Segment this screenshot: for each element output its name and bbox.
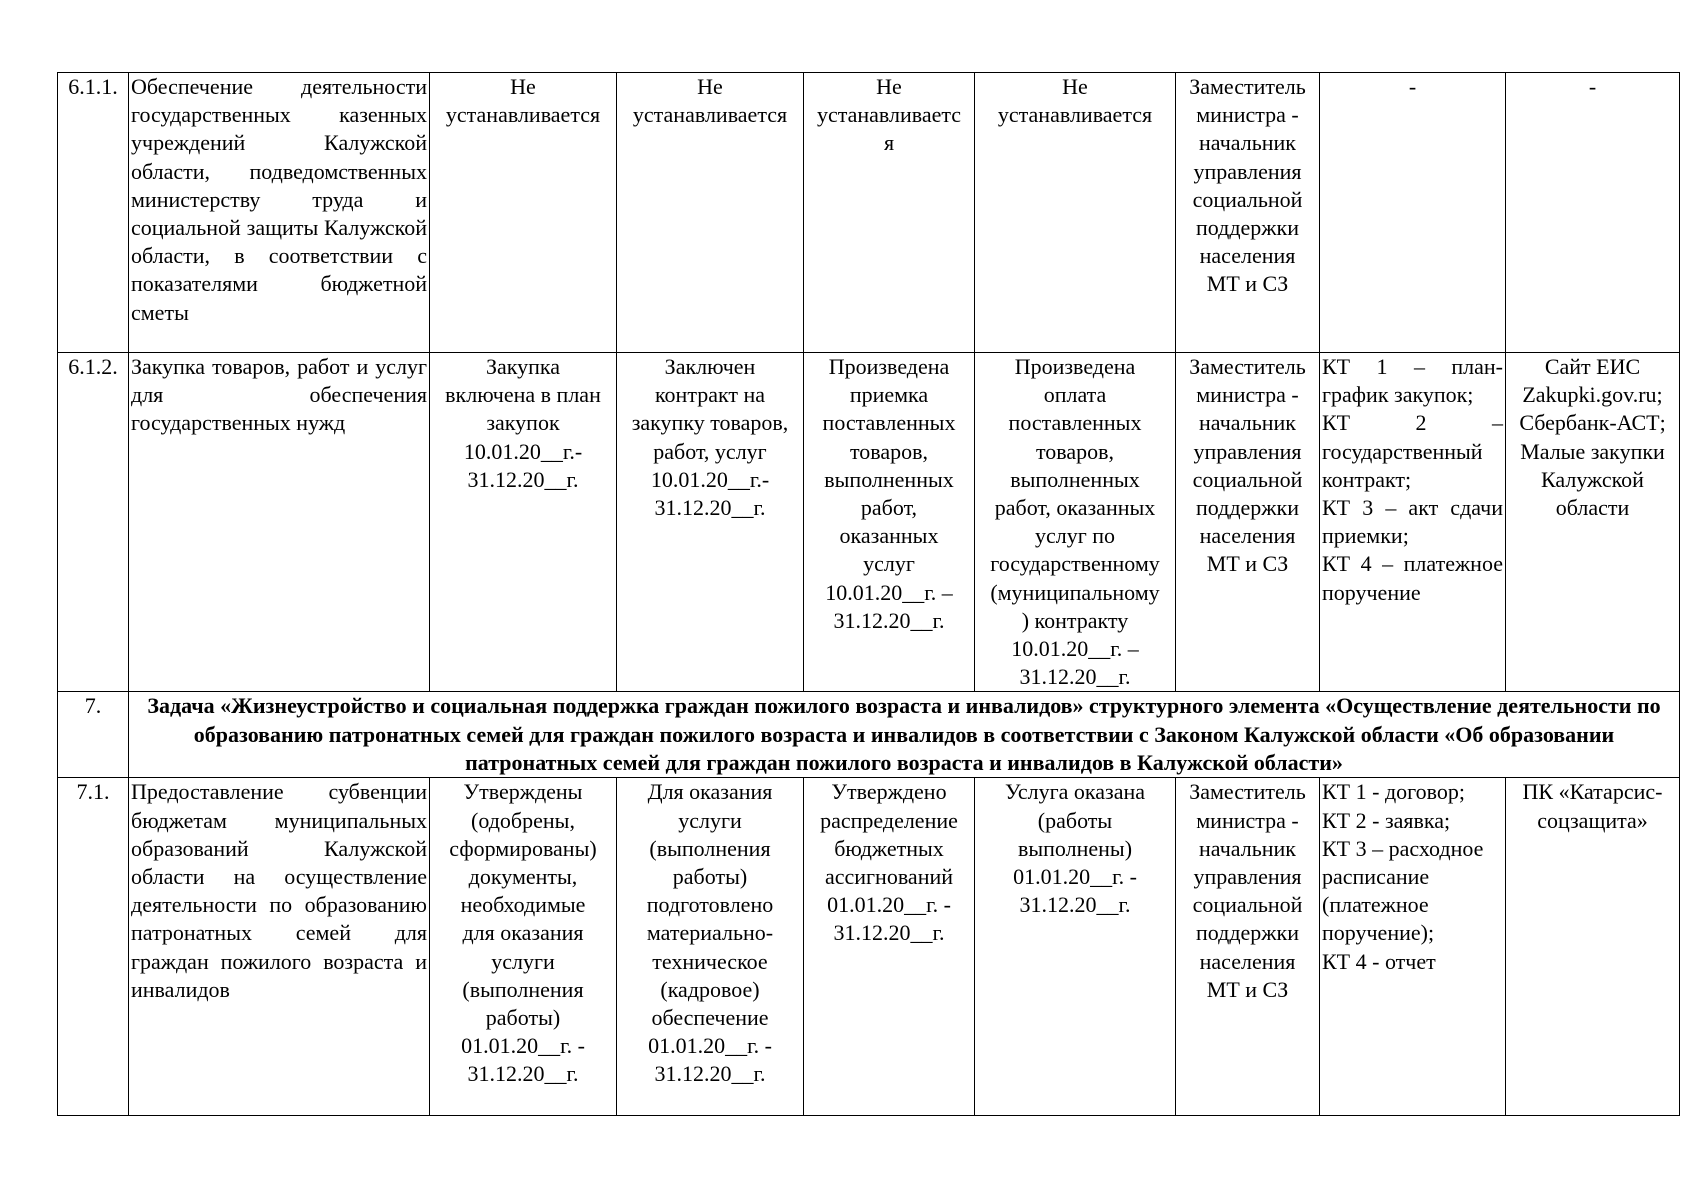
task-title: Задача «Жизнеустройство и социальная поддержка граждан пожилого возраста и инвалидов» структурного элемента «Осуществление деятельности по образованию патронатных семей для граждан пожилого возраста и инвалидов в соответствии с Законом Калужской области «Об образовании патронатных семей для граждан пожилого возраста и инвалидов в Калужской области» <box>129 692 1680 778</box>
document-line: КТ 2 – государственный контракт; <box>1322 410 1503 492</box>
control-point-4: Услуга оказана (работы выполнены) 01.01.20__г. - 31.12.20__г. <box>975 778 1176 1116</box>
table-row <box>58 778 1680 1116</box>
information-system: Сайт ЕИС Zakupki.gov.ru; Сбербанк-АСТ; Малые закупки Калужской области <box>1506 353 1680 692</box>
control-point-4: Не устанавливается <box>975 73 1176 353</box>
control-point-1: Не устанавливается <box>430 73 617 353</box>
control-point-2: Заключен контракт на закупку товаров, работ, услуг 10.01.20__г.- 31.12.20__г. <box>617 353 804 692</box>
responsible-person: Заместитель министра - начальник управления социальной поддержки населения МТ и СЗ <box>1176 353 1320 692</box>
row-number: 7.1. <box>58 778 129 1116</box>
event-name: Закупка товаров, работ и услуг для обеспечения государственных нужд <box>129 353 430 692</box>
information-system: ПК «Катарсис- соцзащита» <box>1506 778 1680 1116</box>
document-line: КТ 4 – платежное поручение <box>1322 551 1503 605</box>
event-name: Обеспечение деятельности государственных казенных учреждений Калужской области, подведомственных министерству труда и социальной защиты Калужской области, в соответствии с показателями бюджетной сметы <box>129 73 430 353</box>
information-system: - <box>1506 73 1680 353</box>
control-point-3: Не устанавливаетс я <box>804 73 975 353</box>
control-point-1: Утверждены (одобрены, сформированы) документы, необходимые для оказания услуги (выполнения работы) 01.01.20__г. - 31.12.20__г. <box>430 778 617 1116</box>
confirming-documents <box>1320 353 1506 692</box>
row-number: 6.1.1. <box>58 73 129 353</box>
table-row <box>58 73 1680 353</box>
control-point-4: Произведена оплата поставленных товаров, выполненных работ, оказанных услуг по государственному (муниципальному ) контракту 10.01.20__г. – 31.12.20__г. <box>975 353 1176 692</box>
control-points-table <box>57 72 1680 1116</box>
document-line: КТ 1 – план-график закупок; <box>1322 354 1503 408</box>
control-point-2: Не устанавливается <box>617 73 804 353</box>
responsible-person: Заместитель министра - начальник управления социальной поддержки населения МТ и СЗ <box>1176 778 1320 1116</box>
responsible-person: Заместитель министра - начальник управления социальной поддержки населения МТ и СЗ <box>1176 73 1320 353</box>
event-name: Предоставление субвенции бюджетам муниципальных образований Калужской области на осуществление деятельности по образованию патронатных семей для граждан пожилого возраста и инвалидов <box>129 778 430 1116</box>
control-point-1: Закупка включена в план закупок 10.01.20__г.- 31.12.20__г. <box>430 353 617 692</box>
row-number: 6.1.2. <box>58 353 129 692</box>
control-point-2: Для оказания услуги (выполнения работы) подготовлено материально- техническое (кадровое) обеспечение 01.01.20__г. - 31.12.20__г. <box>617 778 804 1116</box>
task-row <box>58 692 1680 778</box>
confirming-documents: КТ 1 - договор; КТ 2 - заявка; КТ 3 – расходное расписание (платежное поручение); КТ 4 - отчет <box>1320 778 1506 1116</box>
table-row <box>58 353 1680 692</box>
control-point-3: Произведена приемка поставленных товаров, выполненных работ, оказанных услуг 10.01.20__г. – 31.12.20__г. <box>804 353 975 692</box>
confirming-documents: - <box>1320 73 1506 353</box>
document-line: КТ 3 – акт сдачи приемки; <box>1322 495 1503 549</box>
control-point-3: Утверждено распределение бюджетных ассигнований 01.01.20__г. - 31.12.20__г. <box>804 778 975 1116</box>
task-number: 7. <box>58 692 129 778</box>
